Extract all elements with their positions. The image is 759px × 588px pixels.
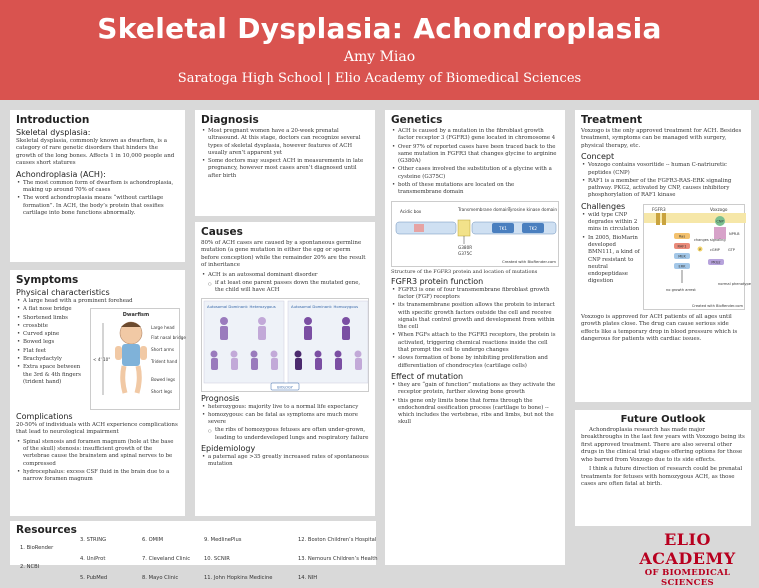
mutation-label: G375C <box>458 250 473 256</box>
figure-label: Short legs <box>151 389 173 394</box>
pathway-label: no growth arrest <box>666 287 696 292</box>
fgfr3-structure-illustration <box>392 202 560 266</box>
dwarfism-figure-title: Dwarfism <box>122 312 150 318</box>
list-item: • they are “gain of function” mutations as they activate the receptor protein, further slowing bone growth <box>391 382 559 397</box>
list-item: • Flat feet <box>16 348 86 355</box>
resources-heading: Resources <box>16 524 77 536</box>
figure-label: Large head <box>151 325 175 330</box>
list-item: • its transmembrane position allows the protein to interact with specific growth factors outside the cell and receive signals that control growth and development from within the cell <box>391 302 559 331</box>
genetics-subheading-2: Effect of mutation <box>391 371 464 381</box>
symptoms-subheading-2: Complications <box>16 412 73 421</box>
genetics-bullet-list <box>391 128 559 197</box>
intro-subheading-1: Skeletal dysplasia: <box>16 128 91 137</box>
resource-link[interactable]: 5. PubMed <box>80 575 108 581</box>
introduction-panel <box>10 110 185 262</box>
intro-bullet-list <box>16 180 179 217</box>
causes-heading: Causes <box>201 226 243 238</box>
list-item: • hydrocephalus: excess CSF fluid in the brain due to a narrow foramen magnum <box>16 469 179 484</box>
resource-link[interactable]: 7. Cleveland Clinic <box>142 556 191 562</box>
elio-academy-logo <box>620 530 755 588</box>
fgfr3-function-list <box>391 287 559 370</box>
list-item: • crossbite <box>16 323 86 330</box>
list-item: • A large head with a prominent forehead <box>16 298 181 305</box>
figure-label: Bowed legs <box>151 377 176 382</box>
biorender-credit: Created with BioRender.com <box>502 258 556 264</box>
affiliation: Saratoga High School | Elio Academy of Biomedical Sciences <box>177 71 582 86</box>
pathway-label: ERK <box>678 264 686 269</box>
intro-paragraph: Skeletal dysplasia, commonly known as dwarfism, is a category of rare genetic disorders that hinders the growth of the long bones. Affects 1 in 10,000 people and causes short statures <box>16 138 175 167</box>
pathway-label: P <box>699 247 701 252</box>
list-item: • Brachydactyly <box>16 356 86 363</box>
logo-line-2: OF BIOMEDICAL SCIENCES <box>644 568 731 588</box>
future-paragraph-1: Achondroplasia research has made major breakthroughs in the last few years with Voxzogo being its first approved treatment. There are also several other drugs in the clinical trial stages offering options for those who barred from Voxzogo due to its side effects. <box>581 427 745 463</box>
diagnosis-bullet-list <box>201 128 369 180</box>
list-item: • Other cases involved the substitution of a glycine with a cysteine (G375C) <box>391 166 559 181</box>
list-item: • In 2005, BioMarin developed BMN111, a kind of CNP resistant to neutral endopeptidase digestion <box>581 235 643 286</box>
list-item: • this gene only limits bone that forms through the endochondral ossification process (cartilage to bone) -- which includes the vertebrae, ribs and limbs, but not the skull <box>391 398 559 427</box>
symptoms-panel <box>10 270 185 516</box>
poster-header <box>0 0 759 100</box>
concept-heading: Concept <box>581 152 615 162</box>
list-item: • a paternal age >35 greatly increased rates of spontaneous mutation <box>201 454 369 469</box>
dwarfism-illustration <box>91 309 187 411</box>
voxzogo-mechanism-illustration <box>644 205 752 311</box>
list-item: • heterozygous: majority live to a normal life expectancy <box>201 404 369 411</box>
list-item: • Voxzogo contains vosoritide -- human C-natriuretic peptides (CNP) <box>581 162 745 177</box>
height-label: < 4' 10" <box>93 357 111 362</box>
tk-label: TK2 <box>529 225 537 231</box>
dwarfism-figure <box>90 308 187 410</box>
resource-link[interactable]: 1. BioRender <box>20 545 54 551</box>
genetics-heading: Genetics <box>391 114 443 126</box>
inheritance-figure <box>201 298 369 392</box>
resource-link[interactable]: 8. Mayo Clinic <box>142 575 179 581</box>
pathway-label: changes signaling <box>694 237 726 242</box>
genetics-panel <box>385 110 565 565</box>
resource-link[interactable]: 13. Nemours Children’s Health <box>298 556 378 562</box>
diagnosis-panel <box>195 110 375 216</box>
list-item: • ACH is caused by a mutation in the fibroblast growth factor receptor 3 (FGFR3) gene located in chromosome 4 <box>391 128 559 143</box>
list-item: ○ if at least one parent passes down the mutated gene, the child will have ACH <box>201 280 369 295</box>
list-item: • Shortened limbs <box>16 315 86 322</box>
resource-link[interactable]: 2. NCBI <box>20 564 40 570</box>
figure-title: Autosomal Dominant: Heterozygous <box>207 303 276 309</box>
list-item: • Extra space between the 3rd & 4th fingers (trident hand) <box>16 364 86 386</box>
figure-label: Trident hand <box>151 359 178 364</box>
pathway-label: cGMP <box>710 247 720 252</box>
list-item: • Over 97% of reported cases have been traced back to the same mutation in FGFR3 that changes glycine to arginine (G380A) <box>391 144 559 166</box>
epidemiology-heading: Epidemiology <box>201 444 256 454</box>
diagnosis-heading: Diagnosis <box>201 114 259 126</box>
challenges-heading: Challenges <box>581 201 626 211</box>
logo-line-1: ELIO ACADEMY <box>639 530 736 568</box>
figure-badge: BIOLOGY <box>277 385 293 390</box>
resource-link[interactable]: 14. NIH <box>298 575 318 581</box>
figure-title: Autosomal Dominant: Homozygous <box>291 303 359 309</box>
treatment-heading: Treatment <box>581 114 642 126</box>
symptoms-subheading-1: Physical characteristics <box>16 288 110 297</box>
pathway-label: Voxzogo <box>710 206 728 212</box>
concept-bullet-list <box>581 162 745 199</box>
list-item: • When FGFs attach to the FGFR3 receptors, the protein is activated, triggering chemical reactions inside the cell that prompt the cell to undergo changes <box>391 332 559 354</box>
fgfr3-figure-caption: Structure of the FGFR3 protein and location of mutations <box>391 268 538 275</box>
list-item: • The most common form of dwarfism is achondroplasia, making up around 70% of cases <box>16 180 179 195</box>
poster-title: Skeletal Dysplasia: Achondroplasia <box>97 12 662 45</box>
mutation-effect-list <box>391 382 559 427</box>
causes-panel <box>195 222 375 516</box>
resource-link[interactable]: 3. STRING <box>80 537 107 543</box>
prognosis-heading: Prognosis <box>201 393 240 403</box>
epidemiology-bullet-list <box>201 454 369 469</box>
symptoms-heading: Symptoms <box>16 274 79 286</box>
treatment-paragraph: Voxzogo is the only approved treatment for ACH. Besides treatment, symptoms can be managed with surgery, physical therapy, etc. <box>581 128 742 149</box>
resource-link[interactable]: 4. UniProt <box>80 556 106 562</box>
future-paragraph-2: I think a future direction of research could be prenatal treatments for fetuses with homozygous ACH, as those cases are often fatal at birth. <box>581 466 743 487</box>
future-outlook-heading: Future Outlook <box>620 414 706 425</box>
tk-label: TK1 <box>499 225 507 231</box>
pathway-label: MEK <box>678 254 686 259</box>
list-item: • The word achondroplasia means “without cartilage formation”. In ACH, the body’s protein that ossifies cartilage into bone functions abnormally. <box>16 195 179 217</box>
pathway-label: Ras <box>678 234 686 239</box>
resource-link[interactable]: 10. SCNIR <box>204 556 230 562</box>
treatment-panel <box>575 110 751 402</box>
list-item: • Most pregnant women have a 20-week prenatal ultrasound. At this stage, doctors can recognize several types of skeletal dysplasia, however features of ACH usually aren’t apparent yet <box>201 128 369 157</box>
genetics-subheading-1: FGFR3 protein function <box>391 276 484 286</box>
list-item: • Bowed legs <box>16 339 86 346</box>
list-item: • slows formation of bone by inhibiting proliferation and differentiation of chondrocytes (cartilage cells) <box>391 355 559 370</box>
resource-link[interactable]: 9. MedlinePlus <box>204 537 242 543</box>
author-name: Amy Miao <box>343 49 416 65</box>
intro-subheading-2: Achondroplasia (ACH): <box>16 169 106 179</box>
challenges-bullet-list <box>581 212 643 286</box>
fgfr3-structure-figure <box>391 201 559 267</box>
resource-link[interactable]: 6. OMIM <box>142 537 164 543</box>
resource-link[interactable]: 11. John Hopkins Medicine <box>204 575 273 581</box>
list-item: • homozygous: can be fatal as symptoms are much more severe <box>201 412 369 427</box>
prognosis-bullet-list <box>201 404 369 442</box>
domain-label: Tyrosine kinase domain <box>508 206 558 212</box>
list-item: • FGFR3 is one of four transmembrane fibroblast growth factor (FGF) receptors <box>391 287 559 302</box>
list-item: • both of these mutations are located on the transmembrane domain <box>391 182 559 197</box>
complications-paragraph: 20-50% of individuals with ACH experience complications that lead to neurological impairment <box>16 422 178 436</box>
pathway-label: RAF1 <box>677 244 687 249</box>
pathway-label: PKG2 <box>711 260 721 265</box>
list-item: • Spinal stenosis and foramen magnum (hole at the base of the skull) stenosis: insufficient growth of the vertebrae cause the brainstem and spinal nerves to be compressed <box>16 439 179 468</box>
pathway-label: CNP <box>716 219 724 224</box>
resources-list <box>20 534 398 583</box>
list-item: • wild type CNP degrades within 2 mins in circulation <box>581 212 643 234</box>
mutation-label: G380R <box>458 244 473 250</box>
introduction-heading: Introduction <box>16 114 90 126</box>
complications-bullet-list <box>16 439 179 484</box>
resources-panel <box>10 521 378 581</box>
voxzogo-mechanism-figure <box>643 204 752 310</box>
figure-label: Flat nasal bridge <box>151 335 187 340</box>
list-item: • Some doctors may suspect ACH in measurements in late pregnancy, however most cases aren’t diagnosed until after birth <box>201 158 369 180</box>
list-item: ○ the ribs of homozygous fetuses are often under-grown, leading to underdeveloped lungs and respiratory failure <box>201 427 369 442</box>
causes-bullet-list <box>201 272 369 295</box>
future-outlook-panel <box>575 410 751 526</box>
list-item: • A flat nose bridge <box>16 306 86 313</box>
list-item: • RAF1 is a member of the FGFR3-RAS-ERK signaling pathway. PKG2, activated by CNP, causes inhibitory phosphorylation of RAF1 kinase <box>581 178 745 200</box>
treatment-approval-paragraph: Voxzogo is approved for ACH patients of all ages until growth plates close. The drug can cause serious side effects like a temporary drop in blood pressure which is dangerous for patients with cardiac issues. <box>581 313 738 343</box>
list-item: • ACH is an autosomal dominant disorder <box>201 272 369 279</box>
pathway-label: NPR-B <box>729 231 740 236</box>
list-item: • Curved spine <box>16 331 86 338</box>
inheritance-illustration <box>202 299 370 391</box>
domain-label: Transmembrane domain <box>458 206 509 212</box>
resource-link[interactable]: 12. Boston Children’s Hospital <box>298 537 377 543</box>
pathway-label: FGFR3 <box>652 206 666 212</box>
pathway-label: normal phenotype <box>718 281 752 286</box>
domain-label: Acidic box <box>400 208 422 214</box>
figure-label: Short arms <box>151 347 175 352</box>
causes-paragraph: 80% of ACH cases are caused by a spontaneous germline mutation (a gene mutation in either the egg or sperm before conception) while the remainder 20% are the result of inheritance <box>201 240 366 269</box>
pathway-label: GTP <box>728 247 735 252</box>
biorender-credit: Created with BioRender.com <box>691 303 743 308</box>
